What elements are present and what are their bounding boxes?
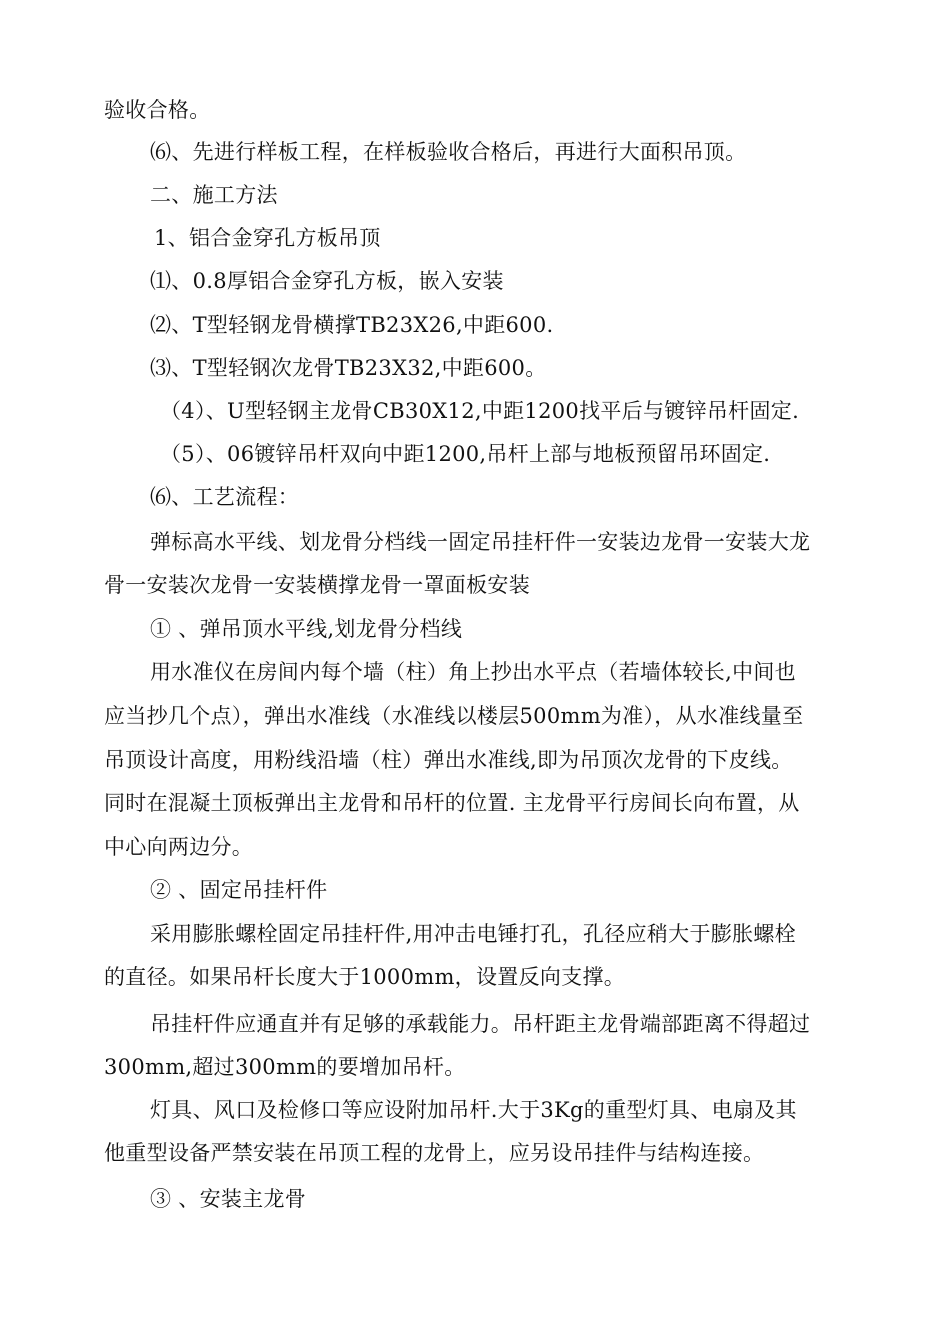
paragraph-line: 的直径。如果吊杆长度大于1000mm，设置反向支撑。 (104, 965, 626, 989)
paragraph-line: 吊顶设计高度，用粉线沿墙（柱）弹出水准线,即为吊顶次龙骨的下皮线。 (104, 748, 793, 772)
paragraph-line: 应当抄几个点），弹出水准线（水准线以楼层500mm为准），从水准线量至 (104, 704, 804, 728)
paragraph-line: 他重型设备严禁安装在吊顶工程的龙骨上，应另设吊挂件与结构连接。 (104, 1141, 765, 1165)
list-item: （5）、06镀锌吊杆双向中距1200,吊杆上部与地板预留吊环固定. (160, 442, 771, 466)
paragraph-line: 同时在混凝土顶板弹出主龙骨和吊杆的位置. 主龙骨平行房间长向布置，从 (104, 791, 800, 815)
section-heading: 二、施工方法 (150, 183, 278, 207)
list-item: ⑵、T型轻钢龙骨横撑TB23X26,中距600. (150, 313, 554, 337)
step-heading: ② 、固定吊挂杆件 (150, 878, 328, 902)
paragraph-line: 用水准仪在房间内每个墙（柱）角上抄出水平点（若墙体较长,中间也 (150, 660, 796, 684)
list-item: ⑶、T型轻钢次龙骨TB23X32,中距600。 (150, 356, 547, 380)
paragraph-line: 采用膨胀螺栓固定吊挂杆件,用冲击电锤打孔，孔径应稍大于膨胀螺栓 (150, 922, 796, 946)
step-heading: ③ 、安装主龙骨 (150, 1187, 307, 1211)
step-heading: ① 、弹吊顶水平线,划龙骨分档线 (150, 617, 463, 641)
paragraph-line: 骨一安装次龙骨一安装横撑龙骨一罩面板安装 (104, 573, 530, 597)
text-line: 验收合格。 (104, 98, 211, 122)
subsection-heading: 1、铝合金穿孔方板吊顶 (154, 226, 381, 250)
paragraph-line: 吊挂杆件应通直并有足够的承载能力。吊杆距主龙骨端部距离不得超过 (150, 1012, 811, 1036)
list-item: （4）、U型轻钢主龙骨CB30X12,中距1200找平后与镀锌吊杆固定. (160, 399, 800, 423)
list-item: ⑹、工艺流程： (150, 485, 300, 509)
list-item: ⑴、0.8厚铝合金穿孔方板，嵌入安装 (150, 269, 504, 293)
paragraph-line: 灯具、风口及检修口等应设附加吊杆.大于3Kg的重型灯具、电扇及其 (150, 1098, 797, 1122)
text-line: ⑹、先进行样板工程，在样板验收合格后，再进行大面积吊顶。 (150, 140, 747, 164)
paragraph-line: 弹标高水平线、划龙骨分档线一固定吊挂杆件一安装边龙骨一安装大龙 (150, 530, 811, 554)
paragraph-line: 中心向两边分。 (104, 835, 254, 859)
paragraph-line: 300mm,超过300mm的要增加吊杆。 (104, 1055, 466, 1079)
